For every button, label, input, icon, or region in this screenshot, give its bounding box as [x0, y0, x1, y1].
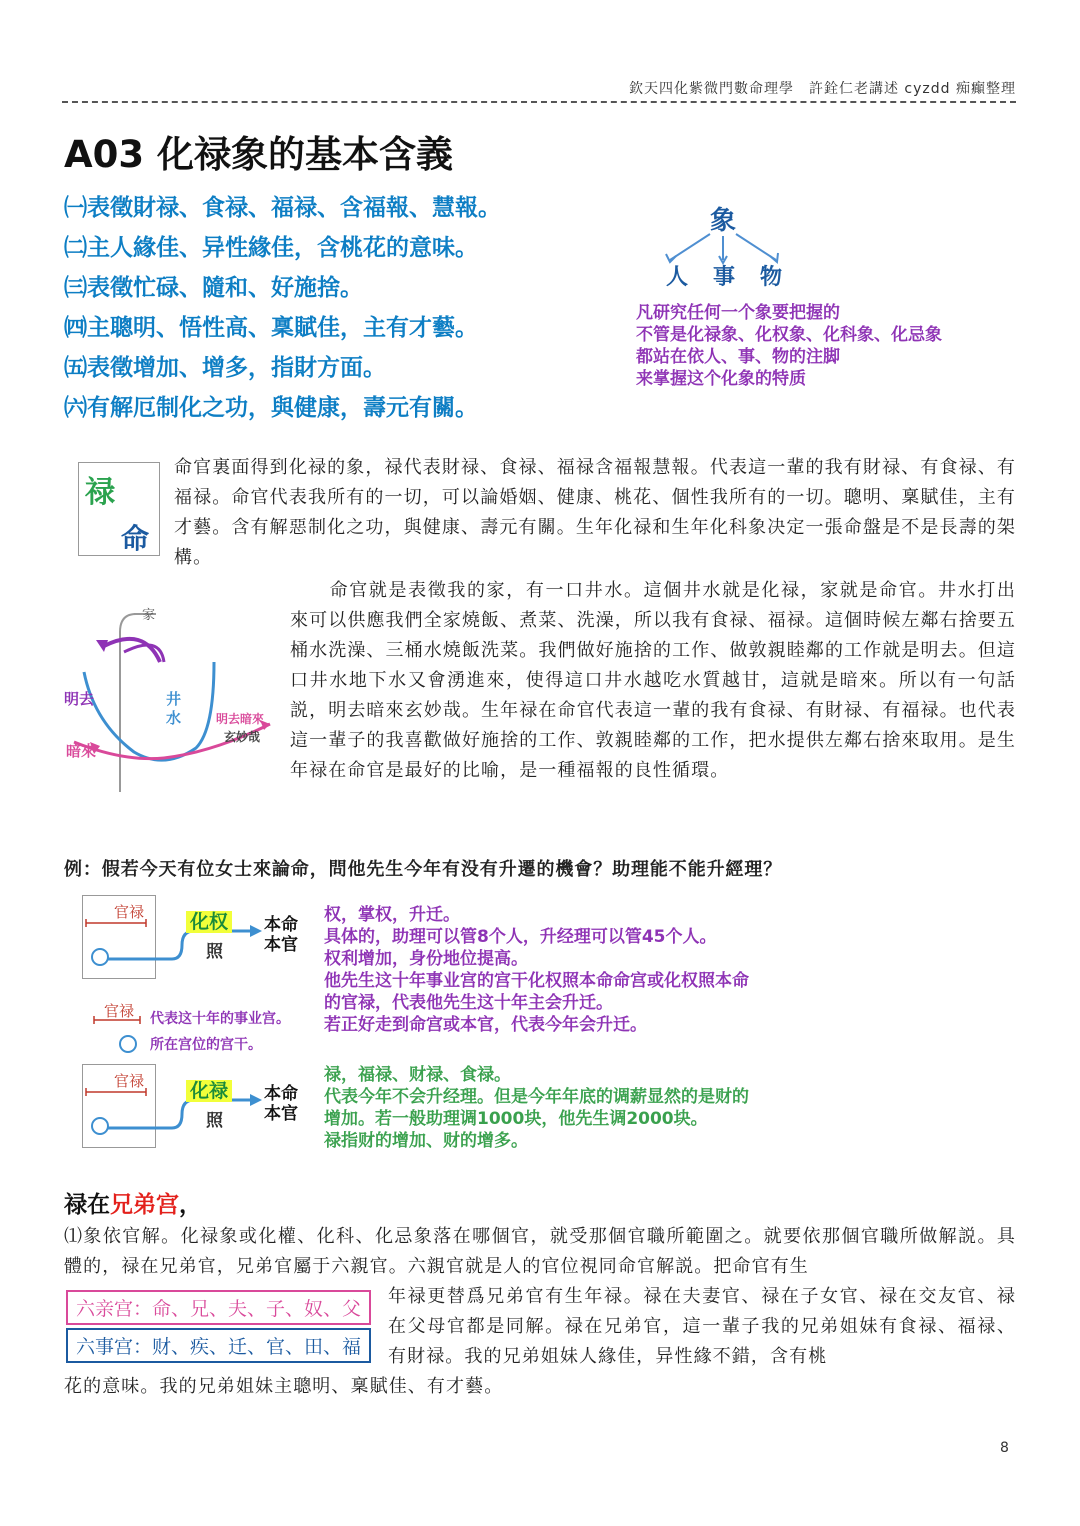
paragraph-brothers-side: 年禄更替爲兄弟官有生年禄。禄在夫妻官、禄在子女官、禄在交友官、禄在父母官都是同解。禄在兄弟官，這一輩子我的兄弟姐妹有食禄、福禄、有財禄。我的兄弟姐妹人緣佳，异性緣不錯，含有桃: [388, 1286, 1016, 1367]
hua-lu-tag: 化禄: [186, 1076, 232, 1103]
liu-qin-tag: 六亲宫：命、兄、夫、子、奴、父: [66, 1290, 371, 1325]
wu-node: 物: [760, 265, 783, 290]
list-item: ㈠表徵財禄、食禄、福禄、含福報、慧報。: [64, 195, 501, 221]
xiang-diagram: [630, 196, 1010, 396]
list-item: ㈣主聰明、悟性高、稟賦佳，主有才藝。: [64, 315, 478, 341]
running-header: 欽天四化紫微門數命理學 許銓仁老講述 cyzdd 痴癲整理: [628, 81, 1016, 97]
paragraph-brothers: ⑴象依官解。化禄象或化權、化科、化忌象落在哪個官，就受那個官職所範圍之。就要依那個官職所做解説。具體的，禄在兄弟官，兄弟官屬于六親官。六親官就是人的官位視同命官解説。把命官有生: [64, 1226, 1016, 1277]
list-item: ㈥有解厄制化之功，與健康，壽元有關。: [64, 395, 478, 421]
header-divider: [62, 101, 1016, 103]
page-title: A03 化禄象的基本含義: [64, 133, 454, 176]
list-item: ㈢表徵忙碌、隨和、好施捨。: [64, 275, 363, 301]
zhao-label: 照: [206, 1111, 223, 1131]
target-label: 本命 本官: [264, 915, 298, 955]
lu-diagram: [82, 1062, 322, 1162]
well-diagram: [64, 602, 284, 802]
ming-char: 命: [121, 522, 150, 555]
guan-lu-label: 官禄: [114, 1072, 145, 1090]
paragraph-well: 命官就是表徵我的家，有一口井水。這個井水就是化禄，家就是命官。井水打出來可以供應我們全家燒飯、煮菜、洗澡，所以我有食禄、福禄。這個時候左鄰右捨要五桶水洗澡、三桶水燒飯洗菜。我們做好施捨的工作、做敦親睦鄰的工作就是明去。但這口井水地下水又會湧進來，使得這口井水越吃水質越甘，這就是暗來。所以有一句話説，明去暗來玄妙哉。生年禄在命官代表這一輩的我有食禄、有財禄、有福禄。也代表這一輩子的我喜歡做好施捨的工作、敦親睦鄰的工作，把水提供左鄰右捨來取用。是生年禄在命官是最好的比喻，是一種福報的良性循環。: [290, 580, 1016, 781]
quan-diagram: [82, 893, 322, 993]
xuan-miao-note: 玄妙哉: [224, 730, 261, 744]
guan-lu-label: 官禄: [114, 903, 145, 921]
legend-text-1: 代表这十年的事业宫。: [150, 1011, 290, 1027]
lu-ming-badge: [78, 462, 160, 556]
ming-qu-label: 明去: [64, 690, 95, 708]
list-item: ㈤表徵增加、增多，指財方面。: [64, 355, 386, 381]
meaning-list: [64, 188, 501, 428]
xiang-node: 象: [710, 206, 737, 236]
home-label: 家: [142, 608, 156, 623]
page-number: 8: [1000, 1440, 1009, 1456]
quan-notes: 权，掌权，升迁。 具体的，助理可以管8个人，升经理可以管45个人。 权利增加，身份地位提高。 他先生这十年事业宫的宫干化权照本命命宫或化权照本命 的官禄，代表他先生这十年主会升迁。 若正好走到命宫或本官，代表今年会升迁。: [324, 905, 749, 1035]
ming-qu-an-lai-note: 明去暗來: [216, 712, 265, 726]
section-heading: 禄在兄弟宫，: [64, 1192, 202, 1218]
list-item: ㈡主人緣佳、异性緣佳，含桃花的意味。: [64, 235, 478, 261]
paragraph-brothers-end: 花的意味。我的兄弟姐妹主聰明、稟賦佳、有才藝。: [64, 1376, 504, 1397]
legend-text-2: 所在宫位的宫干。: [150, 1037, 262, 1053]
well-label: 井 水: [166, 690, 182, 727]
legend-marks: [92, 1000, 152, 1060]
lu-notes: 禄，福禄、财禄、食禄。 代表今年不会升经理。但是今年年底的调薪显然的是财的 增加。若一般助理调1000块，他先生调2000块。 禄指财的增加、财的增多。: [324, 1065, 749, 1151]
lu-char: 禄: [85, 475, 115, 510]
target-label: 本命 本官: [264, 1084, 298, 1124]
quan-legend: [92, 1000, 312, 1058]
xiang-note: 凡研究任何一个象要把握的 不管是化禄象、化权象、化科象、化忌象 都站在依人、事、物的注脚 来掌握这个化象的特质: [636, 303, 942, 389]
zhao-label: 照: [206, 942, 223, 962]
example-question: 例：假若今天有位女士來論命，問他先生今年有没有升遷的機會？助理能不能升經理？: [64, 859, 783, 880]
ren-node: 人: [666, 265, 689, 290]
paragraph-intro: 命官裏面得到化禄的象，禄代表財禄、食禄、福禄含福報慧報。代表這一輩的我有財禄、有食禄、有福禄。命官代表我所有的一切，可以論婚姻、健康、桃花、個性我所有的一切。聰明、稟賦佳，主有才藝。含有解惡制化之功，與健康、壽元有關。生年化禄和生年化科象决定一張命盤是不是長壽的架構。: [174, 457, 1016, 568]
legend-guan-lu: 官禄: [104, 1002, 135, 1020]
hua-quan-tag: 化权: [186, 907, 232, 934]
liu-shi-tag: 六事宫：财、疾、迁、官、田、福: [66, 1328, 371, 1363]
an-lai-label: 暗來: [66, 742, 97, 760]
shi-node: 事: [713, 265, 736, 290]
